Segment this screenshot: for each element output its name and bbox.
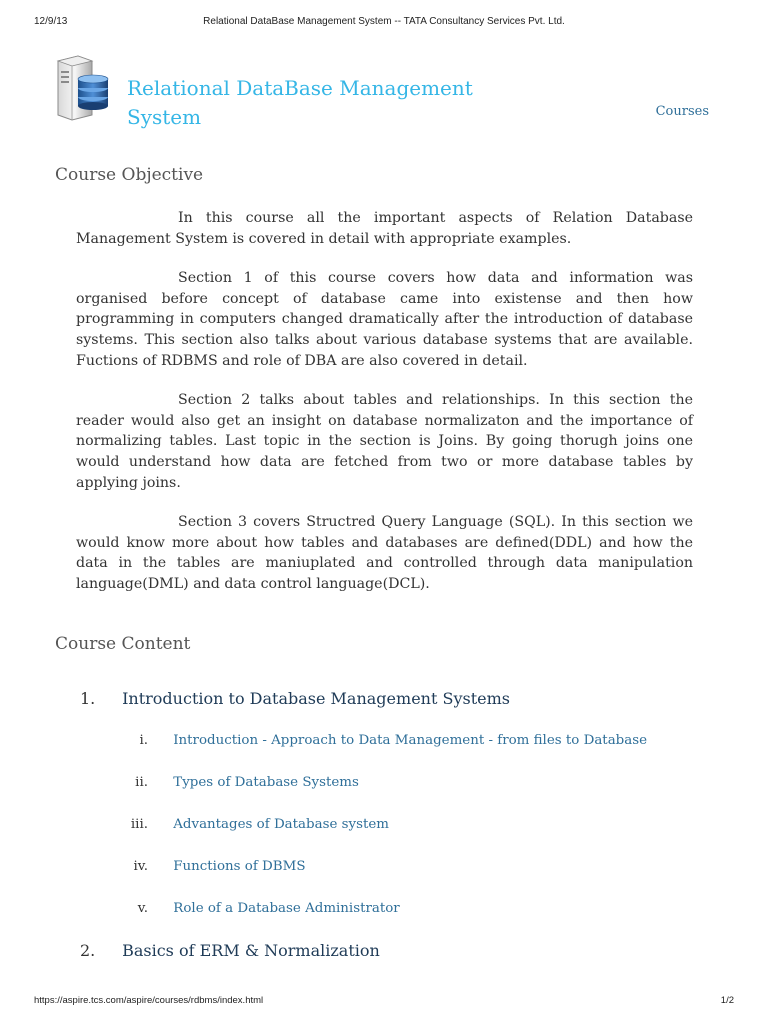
print-date: 12/9/13 — [34, 16, 68, 27]
section-item-2 — [80, 941, 720, 960]
print-footer — [34, 995, 734, 1009]
topic-link-role-dba[interactable]: Role of a Database Administrator — [173, 901, 400, 916]
sub-item-number: iii. — [130, 817, 148, 832]
section-link-erm-normalization[interactable]: Basics of ERM & Normalization — [122, 941, 380, 960]
print-url: https://aspire.tcs.com/aspire/courses/rdbms/index.html — [34, 995, 264, 1006]
section-link-intro-dbms[interactable]: Introduction to Database Management Systems — [122, 689, 510, 708]
section-number: 1. — [80, 689, 96, 708]
course-objective-text — [76, 208, 693, 614]
course-objective-heading: Course Objective — [55, 165, 204, 185]
objective-paragraph: Section 1 of this course covers how data and information was organised before concept of database came into existense and then how programming in computers changed dramatically after the introduction of database systems. This section also talks about various database systems that are available. Fuctions of RDBMS and role of DBA are also covered in detail. — [76, 270, 693, 369]
sub-item-number: v. — [137, 901, 148, 916]
sub-item — [110, 775, 710, 790]
sub-item — [110, 901, 710, 916]
topic-link-functions-dbms[interactable]: Functions of DBMS — [173, 859, 306, 874]
site-title-line-2: System — [127, 105, 202, 129]
objective-paragraph: Section 3 covers Structred Query Language (SQL). In this section we would know more about how tables and databases are defined(DDL) and how the data in the tables are maniuplated and controlled through data manipulation language(DML) and data control language(DCL). — [76, 514, 693, 592]
database-server-icon — [52, 55, 114, 121]
nav-courses-link[interactable]: Courses — [655, 104, 709, 119]
print-page-number: 1/2 — [720, 995, 734, 1006]
site-title — [127, 74, 507, 132]
sub-item — [110, 733, 710, 748]
print-title: Relational DataBase Management System -- TATA Consultancy Services Pvt. Ltd. — [203, 16, 565, 27]
objective-paragraph: In this course all the important aspects of Relation Database Management System is covered in detail with appropriate examples. — [76, 210, 693, 247]
section-number: 2. — [80, 941, 96, 960]
topic-link-types-of-db-systems[interactable]: Types of Database Systems — [173, 775, 359, 790]
topic-link-advantages[interactable]: Advantages of Database system — [173, 817, 389, 832]
topic-link-introduction[interactable]: Introduction - Approach to Data Management - from files to Database — [173, 733, 648, 748]
site-title-line-1: Relational DataBase Management — [127, 76, 473, 100]
objective-paragraph: Section 2 talks about tables and relationships. In this section the reader would also get an insight on database normalizaton and the importance of normalizing tables. Last topic in the section is Joins. By going thorugh joins one would understand how data are fetched from two or more database tables by applying joins. — [76, 392, 693, 491]
sub-item-number: i. — [139, 733, 148, 748]
course-content-heading: Course Content — [55, 634, 191, 654]
sub-item-number: ii. — [135, 775, 148, 790]
print-header — [34, 16, 734, 30]
sub-item — [110, 859, 710, 874]
section-item-1 — [80, 689, 720, 708]
sub-item — [110, 817, 710, 832]
sub-item-number: iv. — [133, 859, 148, 874]
